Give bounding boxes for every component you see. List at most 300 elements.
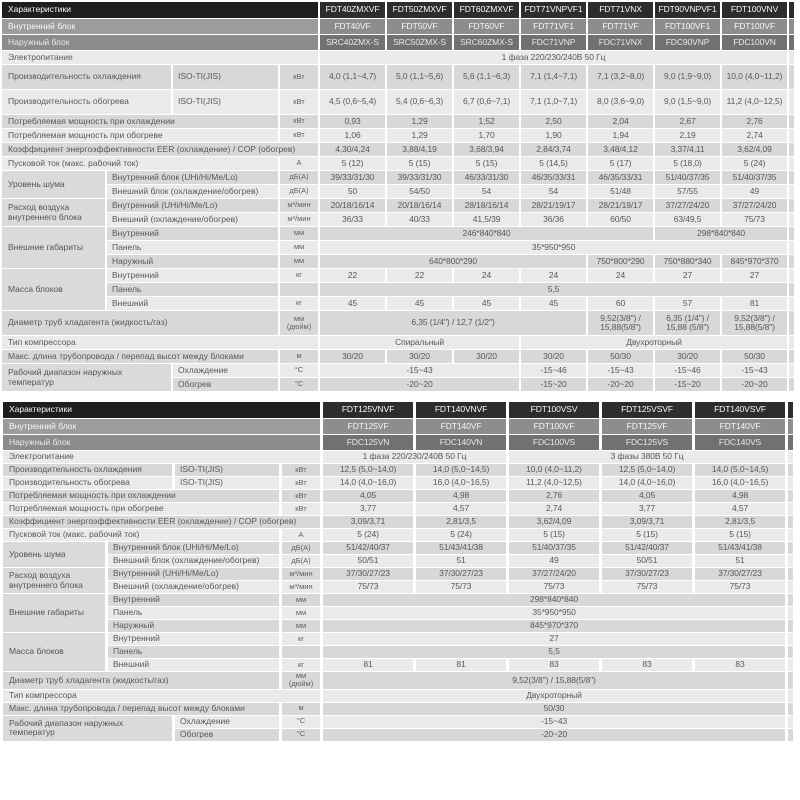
value-cell: 27 [655,269,720,282]
value-cell: 46/33/31/30 [454,171,519,184]
value-cell: 83 [695,659,785,671]
cropped-column-sliver [789,90,794,114]
value-cell: 6,7 (0,6~7,1) [454,90,519,114]
value-cell: 4,57 [416,503,506,515]
value-cell: 75/73 [602,581,692,593]
outdoor-unit-name: FDC71VNP [521,35,586,50]
value-cell: 14,0 (5,0~14,5) [695,464,785,476]
value-cell: 57 [655,297,720,310]
group-label: Внешние габариты [3,594,105,632]
sub-label: Внутренний (UHi/Hi/Me/Lo) [108,568,279,580]
sub-label: Внутренний [107,227,278,240]
cropped-column-sliver [788,672,793,689]
cropped-column-sliver [789,157,794,170]
cropped-column-sliver [788,703,793,715]
spec-table-upper [0,1,796,392]
cropped-column-sliver [789,2,794,18]
sub-label: Охлаждение [175,716,279,728]
row-label: Электропитание [2,51,318,64]
unit-label: мм [282,620,320,632]
value-cell: 5,4 (0,6~6,3) [387,90,452,114]
model-name: FDT90VNPVF1 [655,2,720,18]
cropped-column-sliver [789,35,794,50]
row-label: Производительность охлаждения [2,65,171,89]
value-cell: 35*950*950 [320,241,787,254]
unit-label: мм (дюйм) [282,672,320,689]
cropped-column-sliver [789,143,794,156]
value-cell: 81 [323,659,413,671]
unit-label [282,646,320,658]
value-cell: 640*800*290 [320,255,586,268]
value-cell: 39/33/31/30 [320,171,385,184]
cropped-column-sliver [788,646,793,658]
value-cell: 37/30/27/23 [416,568,506,580]
value-cell: 83 [602,659,692,671]
cropped-column-sliver [789,185,794,198]
cropped-column-sliver [788,581,793,593]
row-label: Пусковой ток (макс. рабочий ток) [3,529,279,541]
unit-label: мм [280,255,318,268]
indoor-unit-name: FDT71VF [588,19,653,34]
value-cell: 7,1 (1,0~7,1) [521,90,586,114]
value-cell: 1,29 [387,129,452,142]
value-cell: 3 фазы 380В 50 Гц [509,451,785,463]
sub-label: Внешний блок (охлаждение/обогрев) [107,185,278,198]
value-cell: 60 [588,297,653,310]
spec-table-lower [0,401,796,742]
unit-label: дБ(А) [282,555,320,567]
table-row [2,241,794,254]
outdoor-unit-name: SRC40ZMX-S [320,35,385,50]
value-cell: -15~43 [320,364,519,377]
cropped-column-sliver [789,241,794,254]
row-label: Наружный блок [2,35,318,50]
value-cell: -20~20 [323,729,785,741]
table-row [3,594,793,606]
cropped-column-sliver [788,503,793,515]
value-cell: -20~20 [722,378,787,391]
value-cell: Спиральный [320,336,519,349]
value-cell: 37/30/27/23 [323,568,413,580]
value-cell: -15~43 [722,364,787,377]
unit-label: кВт [280,129,318,142]
value-cell: 49 [722,185,787,198]
value-cell: 28/21/19/17 [588,199,653,212]
cropped-column-sliver [788,659,793,671]
sub-label: Внешний блок (охлаждение/обогрев) [108,555,279,567]
table-row [2,2,794,18]
value-cell: 750*800*290 [588,255,653,268]
table-row [2,336,794,349]
table-row [3,555,793,567]
cropped-column-sliver [788,607,793,619]
table-row [2,115,794,128]
cropped-column-sliver [789,378,794,391]
unit-label: А [282,529,320,541]
outdoor-unit-name: SRC50ZMX-S [387,35,452,50]
value-cell: 3,48/4,12 [588,143,653,156]
unit-label: А [280,157,318,170]
cropped-column-sliver [788,716,793,728]
row-label: Производительность обогрева [3,477,172,489]
indoor-unit-name: FDT140VF [416,419,506,434]
value-cell: 7,1 (1,4~7,1) [521,65,586,89]
value-cell: 0,93 [320,115,385,128]
table-row [3,607,793,619]
value-cell: 6,35 (1/4") / 12,7 (1/2") [320,311,586,335]
model-name: FDT140VSVF [695,402,785,418]
value-cell: 12,5 (5,0~14,0) [323,464,413,476]
value-cell: 1,29 [387,115,452,128]
value-cell: 50/51 [323,555,413,567]
table-row [3,620,793,632]
value-cell: Двухроторный [323,690,785,702]
value-cell: 1,06 [320,129,385,142]
value-cell: 24 [521,269,586,282]
value-cell: 9,52(3/8") / 15,88(5/8") [722,311,787,335]
table-row [3,516,793,528]
value-cell: 8,0 (3,6~9,0) [588,90,653,114]
cropped-column-sliver [788,594,793,606]
value-cell: 54 [454,185,519,198]
row-label: Производительность обогрева [2,90,171,114]
value-cell: 45 [387,297,452,310]
value-cell: 7,1 (3,2~8,0) [588,65,653,89]
table-row [2,311,794,335]
sub-label: Внутренний [108,633,279,645]
unit-label: мм [282,594,320,606]
cropped-column-sliver [788,451,793,463]
value-cell: 27 [722,269,787,282]
sub-label: ISO-TI(JIS) [175,464,279,476]
value-cell: 57/55 [655,185,720,198]
cropped-column-sliver [789,283,794,296]
table-row [3,503,793,515]
table-row [2,199,794,212]
table-row [2,143,794,156]
value-cell: 5,6 (1,1~6,3) [454,65,519,89]
value-cell: 41,5/39 [454,213,519,226]
cropped-column-sliver [788,477,793,489]
model-name: FDT40ZMXVF [320,2,385,18]
value-cell: 51 [416,555,506,567]
value-cell: -15~46 [655,364,720,377]
table-row [2,35,794,50]
table-row [2,51,794,64]
sub-label: Внешний [108,659,279,671]
model-name: FDT125VNVF [323,402,413,418]
sub-label: Внешний [107,297,278,310]
cropped-column-sliver [789,199,794,212]
cropped-column-sliver [789,311,794,335]
value-cell: 5 (24) [416,529,506,541]
value-cell: 4,98 [416,490,506,502]
value-cell: 20/18/16/14 [387,199,452,212]
value-cell: 83 [509,659,599,671]
value-cell: 51/43/41/38 [416,542,506,554]
table-title: Характеристики [3,402,320,418]
table-row [2,350,794,363]
model-name: FDT100VNV [722,2,787,18]
spec-table-upper [0,1,800,392]
sub-label: Обогрев [175,729,279,741]
outdoor-unit-name: FDC90VNP [655,35,720,50]
value-cell: 45 [521,297,586,310]
sub-label: Внутренний [107,269,278,282]
unit-label: м³/мин [282,581,320,593]
value-cell: 37/27/24/20 [509,568,599,580]
value-cell: 49 [509,555,599,567]
model-name: FDT71VNX [588,2,653,18]
value-cell: 4,05 [323,490,413,502]
table-row [3,464,793,476]
value-cell: 50/30 [588,350,653,363]
indoor-unit-name: FDT50VF [387,19,452,34]
value-cell: 2,84/3,74 [521,143,586,156]
indoor-unit-name: FDT60VF [454,19,519,34]
row-label: Наружный блок [3,435,320,450]
value-cell: 75/73 [722,213,787,226]
value-cell: 298*840*840 [323,594,785,606]
value-cell: 5,5 [320,283,787,296]
value-cell: 81 [722,297,787,310]
row-label: Электропитание [3,451,320,463]
row-label: Макс. длина трубопровода / перепад высот между блоками [3,703,279,715]
value-cell: 1,52 [454,115,519,128]
value-cell: -15~43 [323,716,785,728]
cropped-column-sliver [788,490,793,502]
value-cell: 50/51 [602,555,692,567]
table-row [3,716,793,728]
table-row [3,659,793,671]
value-cell: 30/20 [387,350,452,363]
value-cell: 3,68/3,94 [454,143,519,156]
group-label: Масса блоков [3,633,105,671]
value-cell: 9,0 (1,5~9,0) [655,90,720,114]
value-cell: 36/33 [320,213,385,226]
sub-label: Панель [108,646,279,658]
value-cell: 6,35 (1/4") / 15,88 (5/8") [655,311,720,335]
outdoor-unit-name: FDC140VS [695,435,785,450]
cropped-column-sliver [788,419,793,434]
unit-label: кг [280,269,318,282]
unit-label [280,283,318,296]
value-cell: 1,94 [588,129,653,142]
cropped-column-sliver [789,350,794,363]
value-cell: 3,37/4,11 [655,143,720,156]
value-cell: 36/36 [521,213,586,226]
sub-label: Внутренний [108,594,279,606]
cropped-column-sliver [788,620,793,632]
cropped-column-sliver [788,402,793,418]
table-row [2,157,794,170]
value-cell: 3,62/4,09 [509,516,599,528]
value-cell: 75/73 [416,581,506,593]
value-cell: 63/49,5 [655,213,720,226]
unit-label: кВт [282,490,320,502]
value-cell: 3,62/4,09 [722,143,787,156]
unit-label: кВт [282,477,320,489]
unit-label: кВт [280,65,318,89]
outdoor-unit-name: FDC71VNX [588,35,653,50]
outdoor-unit-name: FDC125VS [602,435,692,450]
value-cell: 9,52(3/8") / 15,88(5/8") [588,311,653,335]
indoor-unit-name: FDT140VF [695,419,785,434]
cropped-column-sliver [789,227,794,240]
value-cell: 39/33/31/30 [387,171,452,184]
outdoor-unit-name: SRC60ZMX-S [454,35,519,50]
cropped-column-sliver [789,171,794,184]
value-cell: 3,88/4,19 [387,143,452,156]
cropped-column-sliver [788,542,793,554]
cropped-column-sliver [789,115,794,128]
value-cell: 51/48 [588,185,653,198]
model-name: FDT100VSV [509,402,599,418]
cropped-column-sliver [789,297,794,310]
value-cell: 11,2 (4,0~12,5) [509,477,599,489]
sub-label: Панель [107,283,278,296]
value-cell: 54/50 [387,185,452,198]
value-cell: 14,0 (5,0~14,5) [416,464,506,476]
value-cell: -20~20 [320,378,519,391]
value-cell: 75/73 [695,581,785,593]
table-row [2,185,794,198]
value-cell: 2,04 [588,115,653,128]
model-name: FDT140VNVF [416,402,506,418]
unit-label: м³/мин [282,568,320,580]
sub-label: ISO-TI(JIS) [173,65,278,89]
sub-label: Обогрев [173,378,278,391]
row-label: Внутренний блок [3,419,320,434]
value-cell: 5 (17) [588,157,653,170]
indoor-unit-name: FDT100VF [722,19,787,34]
indoor-unit-name: FDT100VF [509,419,599,434]
row-label: Потребляемая мощность при охлаждении [3,490,279,502]
value-cell: 22 [320,269,385,282]
value-cell: 24 [454,269,519,282]
table-row [3,690,793,702]
row-label: Тип компрессора [3,690,320,702]
value-cell: 5 (12) [320,157,385,170]
value-cell: 12,5 (5,0~14,0) [602,464,692,476]
value-cell: 4,98 [695,490,785,502]
unit-label: м³/мин [280,213,318,226]
value-cell: 30/20 [454,350,519,363]
group-label: Расход воздуха внутреннего блока [2,199,105,226]
unit-label: кг [280,297,318,310]
unit-label: °С [280,364,318,377]
value-cell: 30/20 [655,350,720,363]
cropped-column-sliver [788,435,793,450]
value-cell: 2,74 [509,503,599,515]
table-row [3,477,793,489]
row-label: Потребляемая мощность при обогреве [2,129,278,142]
unit-label: дБ(А) [280,171,318,184]
table-row [2,171,794,184]
value-cell: 50/30 [323,703,785,715]
cropped-column-sliver [789,51,794,64]
unit-label: кВт [282,464,320,476]
value-cell: 246*840*840 [320,227,653,240]
cropped-column-sliver [788,529,793,541]
table-row [2,19,794,34]
value-cell: 845*970*370 [323,620,785,632]
value-cell: 5 (15) [509,529,599,541]
indoor-unit-name: FDT125VF [323,419,413,434]
unit-label: мм (дюйм) [280,311,318,335]
table-row [2,297,794,310]
value-cell: 9,0 (1,9~9,0) [655,65,720,89]
value-cell: 845*970*370 [722,255,787,268]
unit-label: м [282,703,320,715]
value-cell: 5 (15) [695,529,785,541]
row-label: Производительность охлаждения [3,464,172,476]
cropped-column-sliver [789,336,794,349]
table-row [3,581,793,593]
value-cell: 50 [320,185,385,198]
value-cell: 4,57 [695,503,785,515]
value-cell: 2,81/3,5 [695,516,785,528]
value-cell: 5 (14,5) [521,157,586,170]
unit-label: °С [282,729,320,741]
value-cell: 24 [588,269,653,282]
table-row [3,703,793,715]
model-name: FDT71VNPVF1 [521,2,586,18]
value-cell: 4,30/4,24 [320,143,385,156]
table-row [3,568,793,580]
table-row [2,65,794,89]
value-cell: 51/40/37/35 [509,542,599,554]
value-cell: -15~20 [655,378,720,391]
value-cell: 4,5 (0,6~5,4) [320,90,385,114]
sub-label: ISO-TI(JIS) [175,477,279,489]
table-row [3,529,793,541]
sub-label: Внутренний (UHi/Hi/Me/Lo) [107,199,278,212]
unit-label: кг [282,659,320,671]
value-cell: 2,74 [722,129,787,142]
row-label: Тип компрессора [2,336,318,349]
value-cell: 5,0 (1,1~5,6) [387,65,452,89]
outdoor-unit-name: FDC140VN [416,435,506,450]
value-cell: 75/73 [509,581,599,593]
value-cell: 30/20 [521,350,586,363]
sub-label: ISO-TI(JIS) [173,90,278,114]
value-cell: 750*880*340 [655,255,720,268]
value-cell: 2,50 [521,115,586,128]
group-label: Рабочий диапазон наружных температур [3,716,172,741]
sub-label: Охлаждение [173,364,278,377]
row-label: Коэффициент энергоэффективности EER (охлаждение) / COP (обогрев) [3,516,320,528]
sub-label: Наружный [108,620,279,632]
value-cell: 22 [387,269,452,282]
value-cell: 4,0 (1,1~4,7) [320,65,385,89]
value-cell: 16,0 (4,0~16,5) [416,477,506,489]
value-cell: 5 (15) [602,529,692,541]
sub-label: Панель [108,607,279,619]
row-label: Внутренний блок [2,19,318,34]
value-cell: 51/42/40/37 [602,542,692,554]
sub-label: Внешний (охлаждение/обогрев) [108,581,279,593]
cropped-column-sliver [788,464,793,476]
unit-label: дБ(А) [282,542,320,554]
value-cell: 4,05 [602,490,692,502]
cropped-column-sliver [789,213,794,226]
value-cell: 1,90 [521,129,586,142]
cropped-column-sliver [788,568,793,580]
model-name: FDT60ZMXVF [454,2,519,18]
unit-label: м [280,350,318,363]
value-cell: 51/40/37/35 [655,171,720,184]
